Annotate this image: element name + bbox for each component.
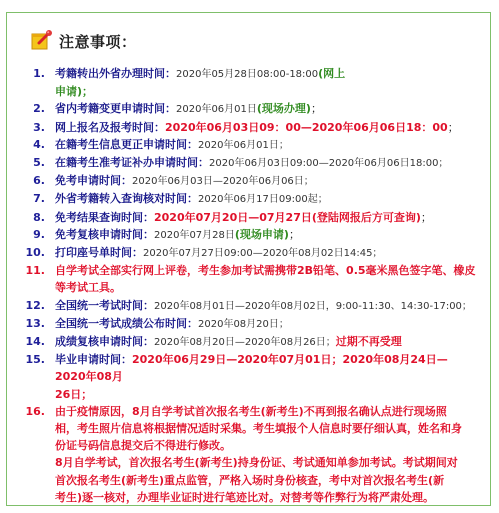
item-line: 份证号码信息提交后不得进行修改。 — [55, 439, 231, 453]
item-text: 自学考试全部实行网上评卷，考生参加考试需携带2B铅笔、0.5毫米黑色签字笔、橡皮 — [55, 264, 476, 278]
item-value: 2020年06月01日； — [198, 139, 289, 151]
item-tail: ； — [310, 102, 322, 116]
item-label: 成绩复核申请时间： — [55, 335, 154, 349]
item-number: 16. — [25, 404, 45, 418]
item-number: 13. — [25, 316, 45, 330]
notice-panel — [6, 12, 491, 506]
item-label: 全国统一考试时间： — [55, 298, 154, 312]
item-label: 打印座号单时间： — [55, 246, 143, 260]
item-note: 过期不再受理 — [335, 335, 402, 349]
item-text-cont: 等考试工具。 — [55, 281, 121, 295]
item-number: 11. — [25, 264, 45, 278]
item-number: 12. — [25, 298, 45, 312]
list-item — [7, 297, 492, 315]
item-value: 2020年06月17日09:00起； — [198, 194, 328, 206]
item-number: 1. — [33, 67, 45, 80]
item-number: 10. — [25, 246, 45, 260]
item-number: 5. — [33, 156, 45, 170]
item-line: 首次报名考生(新考生)重点监管，严格入场时身份核查，考中对首次报名考生(新 — [55, 473, 445, 487]
item-number: 2. — [33, 102, 45, 116]
item-label: 免考结果查询时间： — [55, 210, 154, 224]
item-value: 2020年06月03日09:00—2020年06月06日18:00； — [209, 158, 449, 170]
list-item — [7, 100, 492, 118]
item-tail: ； — [420, 210, 432, 224]
item-value: 2020年06月29日—2020年07月01日；2020年08月24日—2020年08月 — [55, 353, 448, 384]
item-number: 7. — [33, 192, 45, 206]
item-number: 9. — [33, 227, 45, 241]
item-tail: ； — [447, 120, 459, 134]
item-line: 8月自学考试，首次报名考生(新考生)持身份证、考试通知单参加考试。考试期间对 — [55, 456, 458, 470]
item-number: 4. — [33, 137, 45, 151]
item-note: (现场办理) — [256, 102, 311, 116]
list-item — [7, 333, 492, 351]
item-value: 2020年06月03日09：00—2020年06月06日18：00 — [165, 120, 448, 134]
list-item — [7, 262, 492, 296]
item-value: 2020年07月28日 — [154, 229, 235, 241]
item-label: 毕业申请时间： — [55, 353, 132, 367]
item-label: 全国统一考试成绩公布时间： — [55, 316, 198, 330]
item-label: 外省考籍转入查询核对时间： — [55, 192, 198, 206]
list-item — [7, 209, 492, 226]
item-number: 3. — [33, 120, 45, 134]
item-number: 8. — [33, 210, 45, 224]
notice-list — [7, 65, 492, 506]
item-label: 在籍考生准考证补办申请时间： — [55, 156, 209, 170]
item-value: 2020年06月01日 — [176, 104, 257, 116]
item-value: 2020年05月28日08:00-18:00 — [176, 69, 319, 80]
list-item — [7, 136, 492, 154]
item-note: (网上 — [318, 67, 346, 80]
item-value-cont: 26日； — [55, 387, 93, 401]
list-item — [7, 403, 492, 506]
list-item — [7, 226, 492, 244]
item-line: 考生)逐一核对，办理毕业证时进行笔迹比对。对替考等作弊行为将严肃处理。 — [55, 490, 435, 504]
item-line: 由于疫情原因，8月自学考试首次报名考生(新考生)不再到报名确认点进行现场照 — [55, 404, 447, 418]
item-note-cont: 申请)； — [55, 85, 94, 99]
notice-title: 注意事项： — [59, 32, 137, 51]
list-item — [7, 315, 492, 333]
item-value: 2020年08月20日—2020年08月26日； — [154, 337, 336, 349]
item-label: 省内考籍变更申请时间： — [55, 102, 176, 116]
item-line: 相，考生照片信息将根据情况适时采集。考生填报个人信息时要仔细认真，姓名和身 — [55, 422, 462, 436]
item-number: 6. — [33, 174, 45, 188]
item-label: 在籍考生信息更正申请时间： — [55, 137, 198, 151]
item-label: 免考复核申请时间： — [55, 227, 154, 241]
list-item — [7, 351, 492, 403]
item-number: 15. — [25, 353, 45, 367]
item-value: 2020年07月20日—07月27日(登陆网报后方可查询) — [154, 210, 421, 224]
list-item — [7, 244, 492, 262]
list-item — [7, 190, 492, 208]
item-value: 2020年07月27日09:00—2020年08月02日14:45； — [143, 248, 383, 260]
item-label: 考籍转出外省办理时间： — [55, 67, 176, 80]
item-value: 2020年06月03日—2020年06月06日； — [132, 176, 314, 188]
item-note: (现场申请) — [234, 227, 289, 241]
list-item — [7, 119, 492, 136]
item-label: 网上报名及报考时间： — [55, 120, 165, 134]
list-item — [7, 172, 492, 190]
list-item — [7, 65, 492, 100]
item-number: 14. — [25, 335, 45, 349]
notice-header — [29, 27, 137, 55]
item-value: 2020年08月20日； — [198, 318, 289, 330]
pushpin-note-icon — [29, 29, 53, 53]
item-tail: ； — [288, 227, 300, 241]
item-label: 免考申请时间： — [55, 174, 132, 188]
item-value: 2020年08月01日—2020年08月02日，9:00-11:30、14:30-17:00； — [154, 300, 472, 312]
list-item — [7, 154, 492, 172]
